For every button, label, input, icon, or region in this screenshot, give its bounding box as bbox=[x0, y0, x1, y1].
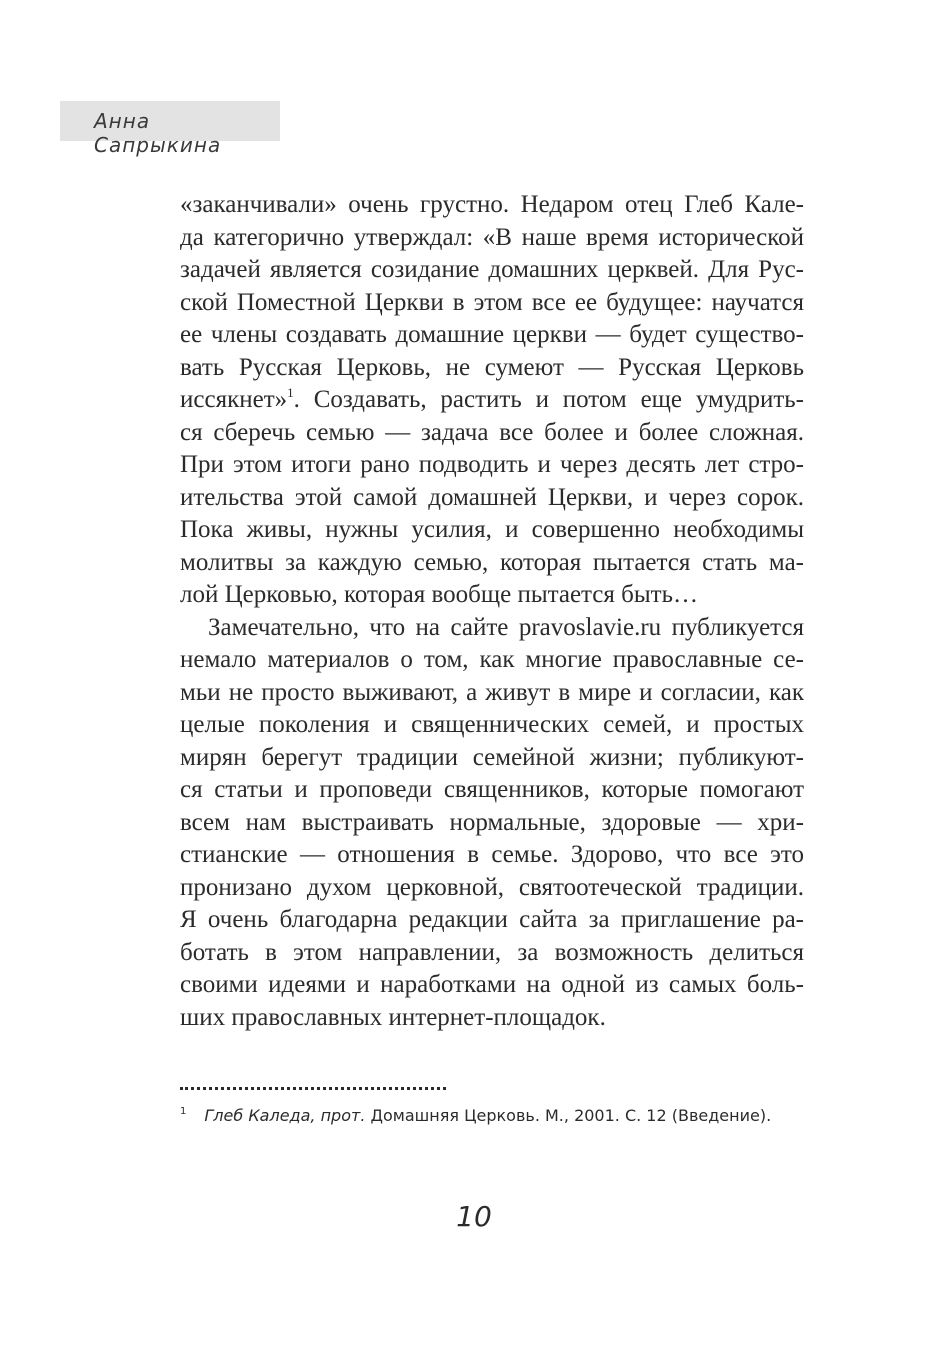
footnote-separator bbox=[180, 1087, 446, 1090]
footnote-text: Домашняя Церковь. М., 2001. С. 12 (Введение). bbox=[365, 1106, 772, 1125]
body-text bbox=[180, 189, 804, 1034]
running-head-author: Анна Сапрыкина bbox=[94, 109, 222, 157]
text-line: ской Поместной Церкви в этом все ее будущее: научатся bbox=[180, 288, 804, 316]
text-line: мьи не просто выживают, а живут в мире и согласии, как bbox=[180, 678, 804, 706]
text-line: «заканчивали» очень грустно. Недаром отец Глеб Кале- bbox=[180, 191, 804, 218]
text-line: задачей является созидание домашних церквей. Для Рус- bbox=[180, 256, 804, 283]
text-line: Пока живы, нужны усилия, и совершенно необходимы bbox=[180, 516, 804, 543]
footnote-number: 1 bbox=[180, 1106, 187, 1117]
footnote-author: Глеб Каледа, прот. bbox=[204, 1106, 366, 1125]
text-line: ительства этой самой домашней Церкви, и через сорок. bbox=[180, 483, 804, 511]
text-line-with-footnote bbox=[180, 384, 804, 417]
text-fragment: иссякнет» bbox=[180, 386, 288, 413]
text-line: ших православных интернет-площадок. bbox=[180, 1003, 606, 1031]
footnote-marker: 1 bbox=[287, 385, 294, 400]
text-line: всем нам выстраивать нормальные, здоровые — хри- bbox=[180, 808, 804, 836]
text-line: пронизано духом церковной, святоотеческой традиции. bbox=[180, 873, 804, 901]
text-line: целые поколения и священнических семей, и простых bbox=[180, 711, 804, 738]
text-line: немало материалов о том, как многие православные се- bbox=[180, 646, 804, 673]
text-line: молитвы за каждую семью, которая пытается стать ма- bbox=[180, 548, 804, 576]
text-line: ботать в этом направлении, за возможность делиться bbox=[180, 938, 804, 966]
text-line: да категорично утверждал: «В наше время исторической bbox=[180, 223, 804, 251]
text-line: Я очень благодарна редакции сайта за приглашение ра- bbox=[180, 906, 804, 933]
text-line: ся статьи и проповеди священников, которые помогают bbox=[180, 776, 804, 803]
text-line: При этом итоги рано подводить и через десять лет стро- bbox=[180, 451, 804, 478]
footnote bbox=[180, 1106, 820, 1125]
running-head bbox=[60, 101, 280, 157]
text-line: своими идеями и наработками на одной из самых боль- bbox=[180, 971, 804, 998]
text-line: ее члены создавать домашние церкви — будет существо- bbox=[180, 321, 804, 348]
text-fragment: . Создавать, растить и потом еще умудрить- bbox=[293, 386, 804, 413]
text-line: Замечательно, что на сайте pravoslavie.ru публикуется bbox=[208, 613, 804, 641]
text-line: мирян берегут традиции семейной жизни; публикуют- bbox=[180, 743, 804, 771]
text-line: лой Церковью, которая вообще пытается быть… bbox=[180, 581, 698, 608]
text-line: стианские — отношения в семье. Здорово, что все это bbox=[180, 841, 804, 868]
text-line: вать Русская Церковь, не сумеют — Русская Церковь bbox=[180, 353, 804, 381]
page-number: 10 bbox=[456, 1200, 492, 1233]
text-line: ся сберечь семью — задача все более и более сложная. bbox=[180, 418, 804, 446]
